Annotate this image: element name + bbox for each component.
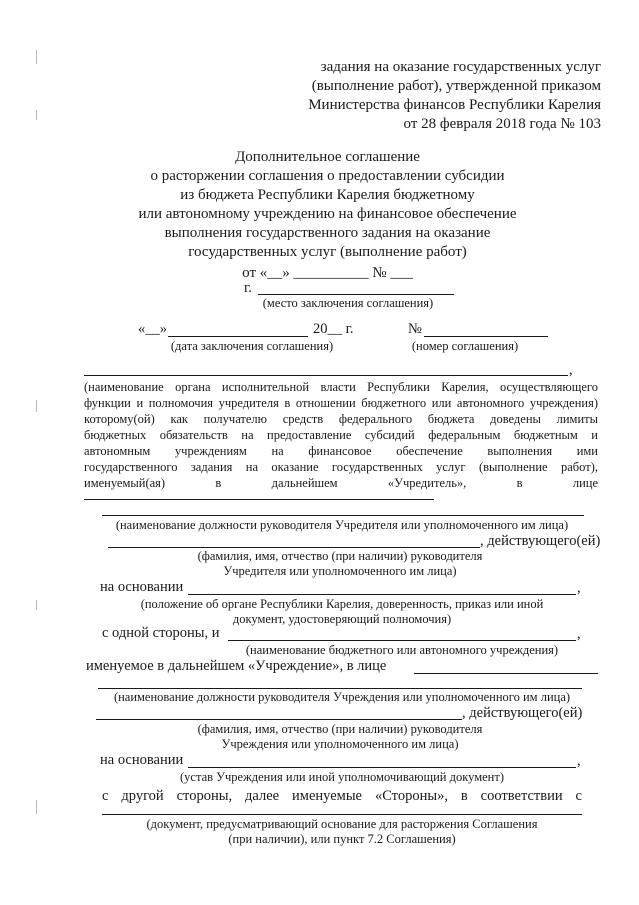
title-line-4: или автономному учреждению на финансовое обеспечение (138, 206, 517, 222)
acting-founder: , действующего(ей) (480, 533, 601, 549)
basis2-caption: (устав Учреждения или иной уполномочивающий документ) (180, 770, 504, 784)
header-line-3: Министерства финансов Республики Карелия (308, 97, 601, 113)
institution-fio-caption-2: Учреждения или уполномоченного им лица) (221, 737, 459, 751)
p1-line-4: бюджетных обязательств на предоставление субсидий федеральным бюджетным и (84, 428, 598, 442)
doc-caption-2: (при наличии), или пункт 7.2 Соглашения) (228, 832, 456, 846)
number-field[interactable] (424, 336, 548, 337)
basis2-field[interactable] (188, 767, 576, 768)
p1-line-3: которому(ой) как получателю средств федерального бюджета доведены лимиты (84, 412, 598, 426)
founder-name-field[interactable] (84, 375, 568, 376)
basis1-label: на основании (100, 579, 184, 595)
number-caption: (номер соглашения) (411, 339, 519, 353)
scan-mark (36, 800, 37, 814)
scan-mark (36, 400, 37, 412)
founder-fio-caption-1: (фамилия, имя, отчество (при наличии) руководителя (197, 549, 483, 563)
header-line-2: (выполнение работ), утвержденной приказом (311, 78, 601, 94)
basis1-field[interactable] (188, 594, 576, 595)
founder-head-caption: (наименование должности руководителя Учредителя или уполномоченного им лица) (115, 518, 569, 532)
scan-mark (36, 50, 37, 64)
institution-name-field[interactable] (228, 640, 576, 641)
institution-head-position-field[interactable] (98, 688, 582, 689)
institution-head-name-field[interactable] (96, 719, 462, 720)
title-line-1: Дополнительное соглашение (235, 149, 420, 165)
founder-name-comma: , (569, 362, 573, 378)
founder-head-position-field[interactable] (102, 515, 584, 516)
acting-institution: , действующего(ей) (462, 705, 583, 721)
basis1-comma: , (577, 580, 581, 596)
place-caption: (место заключения соглашения) (262, 296, 434, 310)
title-line-5: выполнения государственного задания на оказание (164, 225, 491, 241)
header-line-4: от 28 февраля 2018 года № 103 (403, 116, 601, 132)
one-side-label: с одной стороны, и (102, 625, 220, 641)
basis2-comma: , (577, 753, 581, 769)
founder-representative-field[interactable] (84, 499, 434, 500)
title-line-2: о расторжении соглашения о предоставлении субсидии (150, 168, 505, 184)
p1-line-1: (наименование органа исполнительной власти Республики Карелия, осуществляющего (84, 380, 598, 394)
title-date-line: от «__» __________ № ___ (242, 265, 413, 281)
p1-line-7: именуемый(ая) в дальнейшем «Учредитель», в лице (84, 476, 598, 490)
other-side-line: с другой стороны, далее именуемые «Стороны», в соответствии с (102, 788, 582, 804)
founder-head-name-field[interactable] (108, 547, 480, 548)
one-side-comma: , (577, 626, 581, 642)
basis1-caption-2: документ, удостоверяющий полномочия) (232, 612, 452, 626)
title-line-3: из бюджета Республики Карелия бюджетному (180, 187, 475, 203)
title-line-6: государственных услуг (выполнение работ) (188, 244, 467, 260)
scan-mark (36, 110, 37, 120)
doc-caption-1: (документ, предусматривающий основание для расторжения Соглашения (146, 817, 538, 831)
p1-line-5: автономным учреждениям на финансовое обеспечение выполнения ими (84, 444, 598, 458)
p1-line-2: функции и полномочия учредителя в отношении бюджетного или автономного учреждения) (84, 396, 598, 410)
institution-named-label: именуемое в дальнейшем «Учреждение», в лице (86, 658, 387, 674)
place-field[interactable] (258, 294, 454, 295)
institution-fio-caption-1: (фамилия, имя, отчество (при наличии) руководителя (197, 722, 483, 736)
termination-basis-field[interactable] (102, 814, 582, 815)
date-caption: (дата заключения соглашения) (170, 339, 334, 353)
basis1-caption-1: (положение об органе Республики Карелия, доверенность, приказ или иной (140, 597, 544, 611)
p1-line-6: государственного задания на оказание государственных услуг (выполнение работ), (84, 460, 598, 474)
place-prefix: г. (244, 280, 252, 296)
basis2-label: на основании (100, 752, 184, 768)
institution-representative-field[interactable] (414, 673, 598, 674)
date-open-quote: «__» (138, 321, 167, 337)
date-field[interactable] (168, 336, 308, 337)
number-sign: № (408, 321, 422, 337)
header-line-1: задания на оказание государственных услуг (320, 59, 601, 75)
date-year: 20__ г. (313, 321, 354, 337)
institution-head-caption: (наименование должности руководителя Учреждения или уполномоченного им лица) (113, 690, 571, 704)
founder-fio-caption-2: Учредителя или уполномоченного им лица) (223, 564, 457, 578)
scan-mark (36, 600, 37, 610)
institution-caption: (наименование бюджетного или автономного учреждения) (245, 643, 559, 657)
